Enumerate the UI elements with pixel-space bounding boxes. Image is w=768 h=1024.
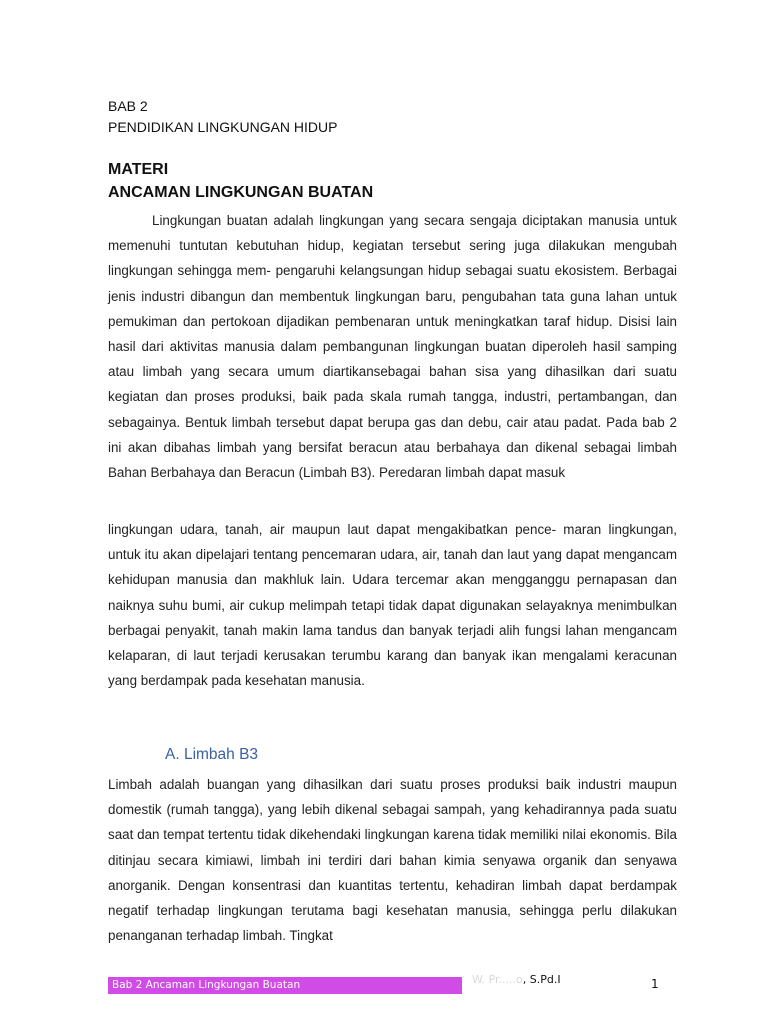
body-paragraph-1: Lingkungan buatan adalah lingkungan yang secara sengaja diciptakan manusia untuk memenuhi tuntutan kebutuhan hidup, kegiatan tersebut sering juga dilakukan mengubah lingkungan sehingga mem- pengaruhi kelangsungan hidup sebagai suatu ekosistem. Berbagai jenis industri dibangun dan membentuk lingkungan baru, pengubahan tata guna lahan untuk pemukiman dan pertokoan dijadikan pembenaran untuk meningkatkan taraf hidup. Disisi lain hasil dari aktivitas manusia dalam pembangunan lingkungan buatan diperoleh hasil samping atau limbah yang secara umum diartikansebagai bahan sisa yang dihasilkan dari suatu kegiatan dan proses produksi, baik pada skala rumah tangga, industri, pertambangan, dan sebagainya. Bentuk limbah tersebut dapat berupa gas dan debu, cair atau padat. Pada bab 2 ini akan dibahas limbah yang bersifat beracun atau berbahaya dan dikenal sebagai limbah Bahan Berbahaya dan Beracun (Limbah B3). Peredaran limbah dapat masuk xyxy=(108,213,677,481)
footer-author-name: W. Pr.....o xyxy=(472,973,523,986)
body-paragraph-3: Limbah adalah buangan yang dihasilkan dari suatu proses produksi baik industri maupun domestik (rumah tangga), yang lebih dikenal sebagai sampah, yang kehadirannya pada suatu saat dan tempat tertentu tidak dikehendaki lingkungan karena tidak memiliki nilai ekonomis. Bila ditinjau secara kimiawi, limbah ini terdiri dari bahan kimia senyawa organik dan senyawa anorganik. Dengan konsentrasi dan kuantitas tertentu, kehadiran limbah dapat berdampak negatif terhadap lingkungan terutama bagi kesehatan manusia, sehingga perlu dilakukan penanganan terhadap limbah. Tingkat xyxy=(108,777,677,944)
section-a-heading: A. Limbah B3 xyxy=(165,746,259,763)
footer-chapter-label: Bab 2 Ancaman Lingkungan Buatan xyxy=(112,979,301,991)
chapter-title: PENDIDIKAN LINGKUNGAN HIDUP xyxy=(108,119,338,135)
materi-heading xyxy=(108,158,373,204)
footer-author-title: , S.Pd.I xyxy=(522,973,561,986)
materi-title: ANCAMAN LINGKUNGAN BUATAN xyxy=(108,184,374,201)
chapter-number: BAB 2 xyxy=(108,98,148,114)
body-paragraph-2: lingkungan udara, tanah, air maupun laut dapat mengakibatkan pence- maran lingkungan, untuk itu akan dipelajari tentang pencemaran udara, air, tanah dan laut yang dapat mengancam kehidupan manusia dan makhluk lain. Udara tercemar akan mengganggu pernapasan dan naiknya suhu bumi, air cukup melimpah tetapi tidak dapat digunakan selayaknya menimbulkan berbagai penyakit, tanah makin lama tandus dan banyak terjadi alih fungsi lahan mengancam kelaparan, di laut terjadi kerusakan terumbu karang dan banyak ikan mengalami keracunan yang berdampak pada kesehatan manusia. xyxy=(108,522,677,689)
footer-author xyxy=(472,972,561,988)
chapter-header xyxy=(108,96,337,138)
materi-label: MATERI xyxy=(108,161,169,178)
page-number: 1 xyxy=(651,977,659,991)
